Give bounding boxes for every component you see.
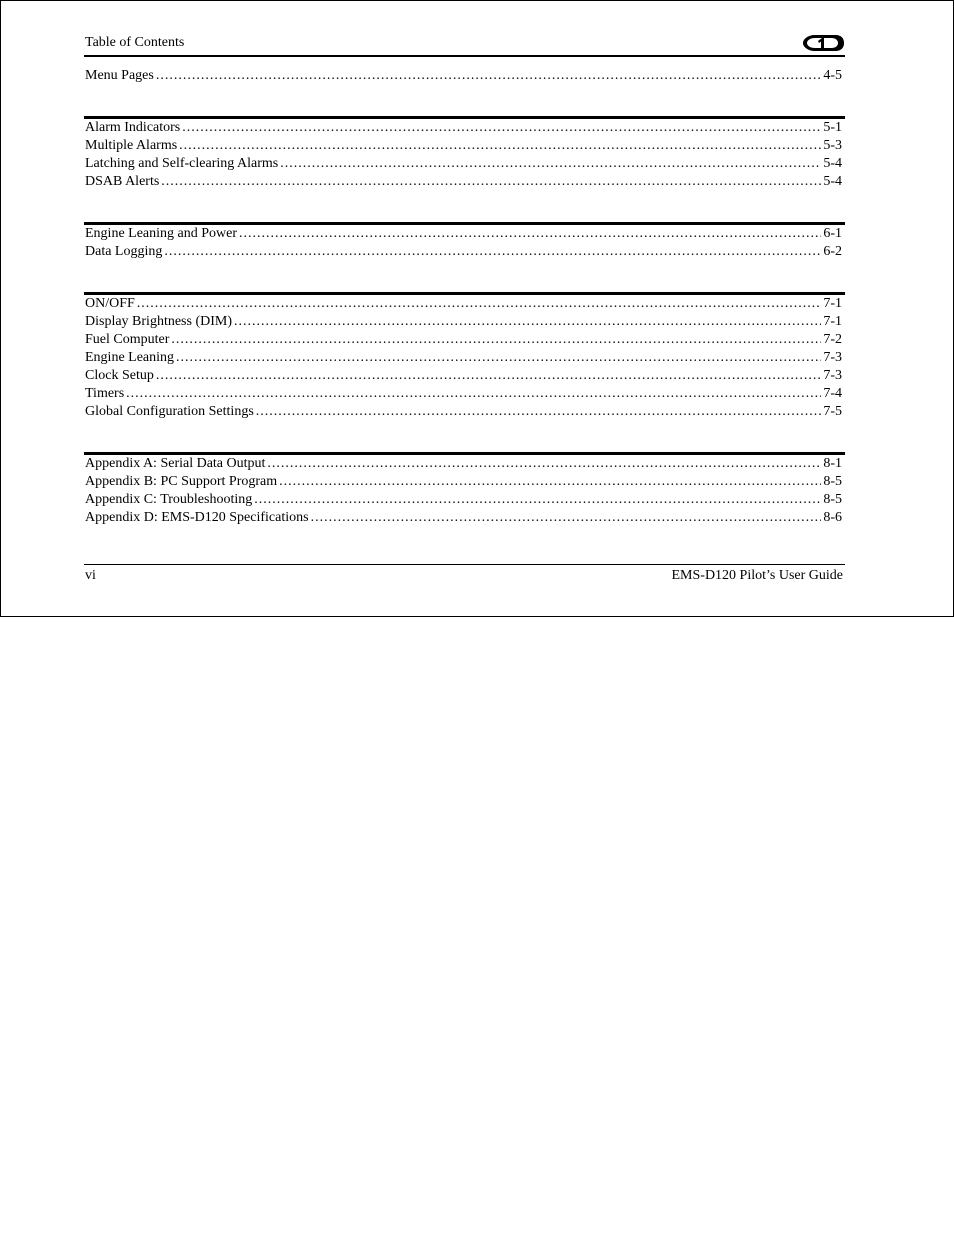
toc-entry-page: 7-5	[823, 404, 842, 419]
toc-dot-leader	[164, 243, 821, 261]
toc-entry[interactable]	[84, 295, 845, 313]
toc-entry-title: Global Configuration Settings	[85, 404, 254, 419]
toc-dot-leader	[156, 367, 821, 385]
toc-entry-page: 7-1	[823, 296, 842, 311]
toc-entry-page: 8-5	[823, 474, 842, 489]
toc-section-4	[84, 292, 845, 421]
toc-entry-title: Alarm Indicators	[85, 120, 181, 135]
toc-entry-title: Fuel Computer	[85, 332, 170, 347]
toc-section-2	[84, 116, 845, 191]
toc-entry-page: 6-1	[823, 226, 842, 241]
toc-entry[interactable]	[84, 403, 845, 421]
toc-entry-title: Appendix B: PC Support Program	[85, 474, 278, 489]
toc-entry-page: 7-1	[823, 314, 842, 329]
toc-entry-page: 5-1	[823, 120, 842, 135]
toc-dot-leader	[254, 491, 821, 509]
toc-entry[interactable]	[84, 119, 845, 137]
toc-entry[interactable]	[84, 225, 845, 243]
footer-page-number: vi	[85, 568, 96, 583]
toc-section-1	[84, 67, 845, 85]
toc-entry[interactable]	[84, 473, 845, 491]
toc-entry[interactable]	[84, 349, 845, 367]
toc-entry-page: 5-4	[823, 174, 842, 189]
toc-entry-page: 8-6	[823, 510, 842, 525]
toc-entry[interactable]	[84, 173, 845, 191]
toc-dot-leader	[234, 313, 821, 331]
toc-entry-page: 6-2	[823, 244, 842, 259]
toc-dot-leader	[126, 385, 821, 403]
toc-dot-leader	[256, 403, 822, 421]
toc-entry-page: 7-2	[823, 332, 842, 347]
toc-section-5	[84, 452, 845, 527]
toc-entry-title: Engine Leaning and Power	[85, 226, 238, 241]
toc-entry[interactable]	[84, 385, 845, 403]
toc-section-3	[84, 222, 845, 261]
toc-dot-leader	[161, 173, 821, 191]
toc-dot-leader	[311, 509, 822, 527]
toc-dot-leader	[137, 295, 822, 313]
page-frame	[0, 0, 954, 617]
toc-dot-leader	[239, 225, 821, 243]
toc-entry-page: 7-4	[823, 386, 842, 401]
toc-entry-page: 4-5	[823, 68, 842, 83]
toc-entry-page: 8-5	[823, 492, 842, 507]
toc-dot-leader	[179, 137, 821, 155]
toc-entry[interactable]	[84, 509, 845, 527]
toc-entry-title: Data Logging	[85, 244, 163, 259]
toc-entry[interactable]	[84, 491, 845, 509]
toc-entry[interactable]	[84, 331, 845, 349]
running-header	[84, 29, 845, 57]
toc-entry-title: Appendix D: EMS-D120 Specifications	[85, 510, 309, 525]
toc-entry-title: Timers	[85, 386, 125, 401]
toc-dot-leader	[182, 119, 821, 137]
toc-entry-title: DSAB Alerts	[85, 174, 160, 189]
toc-entry[interactable]	[84, 67, 845, 85]
toc-dot-leader	[171, 331, 821, 349]
toc-entry-title: Multiple Alarms	[85, 138, 178, 153]
toc-entry-page: 7-3	[823, 350, 842, 365]
toc-entry[interactable]	[84, 155, 845, 173]
toc-dot-leader	[280, 155, 821, 173]
toc-entry-title: Menu Pages	[85, 68, 154, 83]
running-footer	[84, 564, 845, 589]
eis-logo-icon	[801, 33, 845, 53]
toc-entry-page: 5-4	[823, 156, 842, 171]
toc-entry-title: ON/OFF	[85, 296, 135, 311]
header-title: Table of Contents	[85, 35, 185, 50]
toc-entry-page: 8-1	[823, 456, 842, 471]
toc-entry[interactable]	[84, 243, 845, 261]
footer-book-title: EMS-D120 Pilot’s User Guide	[671, 568, 843, 583]
toc-entry[interactable]	[84, 137, 845, 155]
toc-entry[interactable]	[84, 455, 845, 473]
toc-entry-title: Display Brightness (DIM)	[85, 314, 232, 329]
toc-entry[interactable]	[84, 367, 845, 385]
toc-entry-title: Engine Leaning	[85, 350, 175, 365]
toc-entry[interactable]	[84, 313, 845, 331]
toc-dot-leader	[176, 349, 821, 367]
toc-dot-leader	[156, 67, 822, 85]
toc-entry-title: Appendix A: Serial Data Output	[85, 456, 266, 471]
toc-entry-page: 7-3	[823, 368, 842, 383]
toc-entry-title: Appendix C: Troubleshooting	[85, 492, 253, 507]
toc-dot-leader	[279, 473, 821, 491]
toc-entry-title: Latching and Self-clearing Alarms	[85, 156, 279, 171]
toc-entry-page: 5-3	[823, 138, 842, 153]
toc-entry-title: Clock Setup	[85, 368, 154, 383]
toc-dot-leader	[267, 455, 821, 473]
